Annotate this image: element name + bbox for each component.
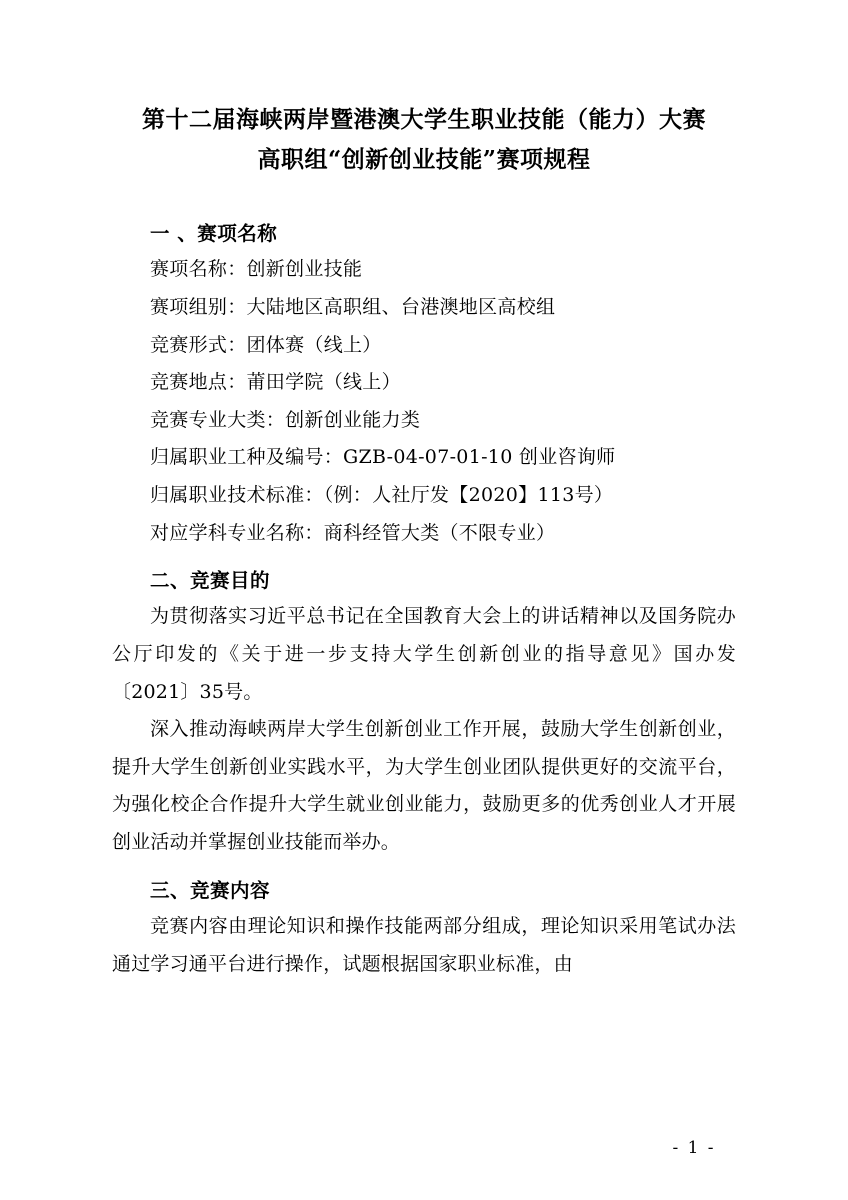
info-line-event-name: 赛项名称：创新创业技能 [150, 258, 363, 281]
section-heading-competition-purpose: 二、竞赛目的 [150, 569, 271, 593]
paragraph-purpose-2: 深入推动海峡两岸大学生创新创业工作开展，鼓励大学生创新创业，提升大学生创新创业实践水平，为大学生创业团队提供更好的交流平台，为强化校企合作提升大学生就业创业能力，鼓励更多的优秀创业人才开展创业活动并掌握创业技能而举办。 [112, 718, 736, 854]
page-number-value: - 1 - [672, 1138, 716, 1158]
title-line-1: 第十二届海峡两岸暨港澳大学生职业技能（能力）大赛 [142, 106, 706, 133]
title-line-2: 高职组“创新创业技能”赛项规程 [257, 145, 591, 173]
info-line-discipline-name: 对应学科专业名称：商科经管大类（不限专业） [150, 521, 556, 544]
info-line-occupation-code: 归属职业工种及编号：GZB-04-07-01-10 创业咨询师 [150, 446, 616, 469]
info-line-format: 竞赛形式：团体赛（线上） [150, 333, 382, 356]
page-number [0, 1138, 848, 1158]
section-heading-competition-content: 三、竞赛内容 [150, 878, 271, 902]
info-line-event-group: 赛项组别：大陆地区高职组、台港澳地区高校组 [150, 295, 556, 318]
info-line-technical-standard: 归属职业技术标准：（例：人社厅发【2020】113号） [150, 483, 614, 506]
info-line-major-category: 竞赛专业大类：创新创业能力类 [150, 408, 421, 431]
section-heading-competition-name: 一 、赛项名称 [150, 222, 278, 246]
info-line-location: 竞赛地点：莆田学院（线上） [150, 371, 401, 394]
page-title [112, 100, 736, 179]
paragraph-purpose-1: 为贯彻落实习近平总书记在全国教育大会上的讲话精神以及国务院办公厅印发的《关于进一步支持大学生创新创业的指导意见》国办发〔2021〕35号。 [112, 605, 736, 703]
paragraph-content-1: 竞赛内容由理论知识和操作技能两部分组成，理论知识采用笔试办法通过学习通平台进行操作，试题根据国家职业标准，由 [112, 914, 736, 975]
